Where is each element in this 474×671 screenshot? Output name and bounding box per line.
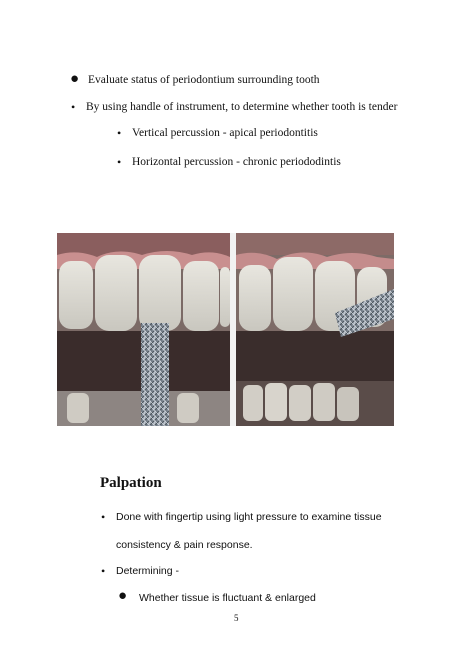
palpation-sub-item-text: Whether tissue is fluctuant & enlarged bbox=[139, 592, 316, 604]
palpation-sub-bullet-dot: ● bbox=[118, 588, 128, 604]
palpation-bullet-dot: • bbox=[101, 510, 106, 524]
sub-bullet-horizontal-text: Horizontal percussion - chronic periododintis bbox=[132, 156, 341, 168]
sub-bullet-dot: • bbox=[117, 155, 122, 169]
palpation-item1-line1: Done with fingertip using light pressure to examine tissue bbox=[116, 511, 382, 523]
sub-bullet-vertical-text: Vertical percussion - apical periodontitis bbox=[132, 127, 318, 139]
bullet-dot: • bbox=[71, 100, 76, 114]
palpation-item2-text: Determining - bbox=[116, 565, 180, 577]
page-number: 5 bbox=[234, 613, 239, 623]
bullet-handle-text: By using handle of instrument, to determine whether tooth is tender bbox=[86, 101, 398, 113]
palpation-bullet-dot: • bbox=[101, 564, 106, 578]
sub-bullet-dot: • bbox=[117, 126, 122, 140]
percussion-photo bbox=[57, 233, 394, 426]
palpation-heading: Palpation bbox=[100, 475, 162, 491]
percussion-photo-drawing bbox=[57, 233, 394, 426]
bullet-evaluate-text: Evaluate status of periodontium surrounding tooth bbox=[88, 74, 320, 86]
bullet-dot: ● bbox=[70, 71, 80, 87]
palpation-item1-line2: consistency & pain response. bbox=[116, 539, 253, 551]
